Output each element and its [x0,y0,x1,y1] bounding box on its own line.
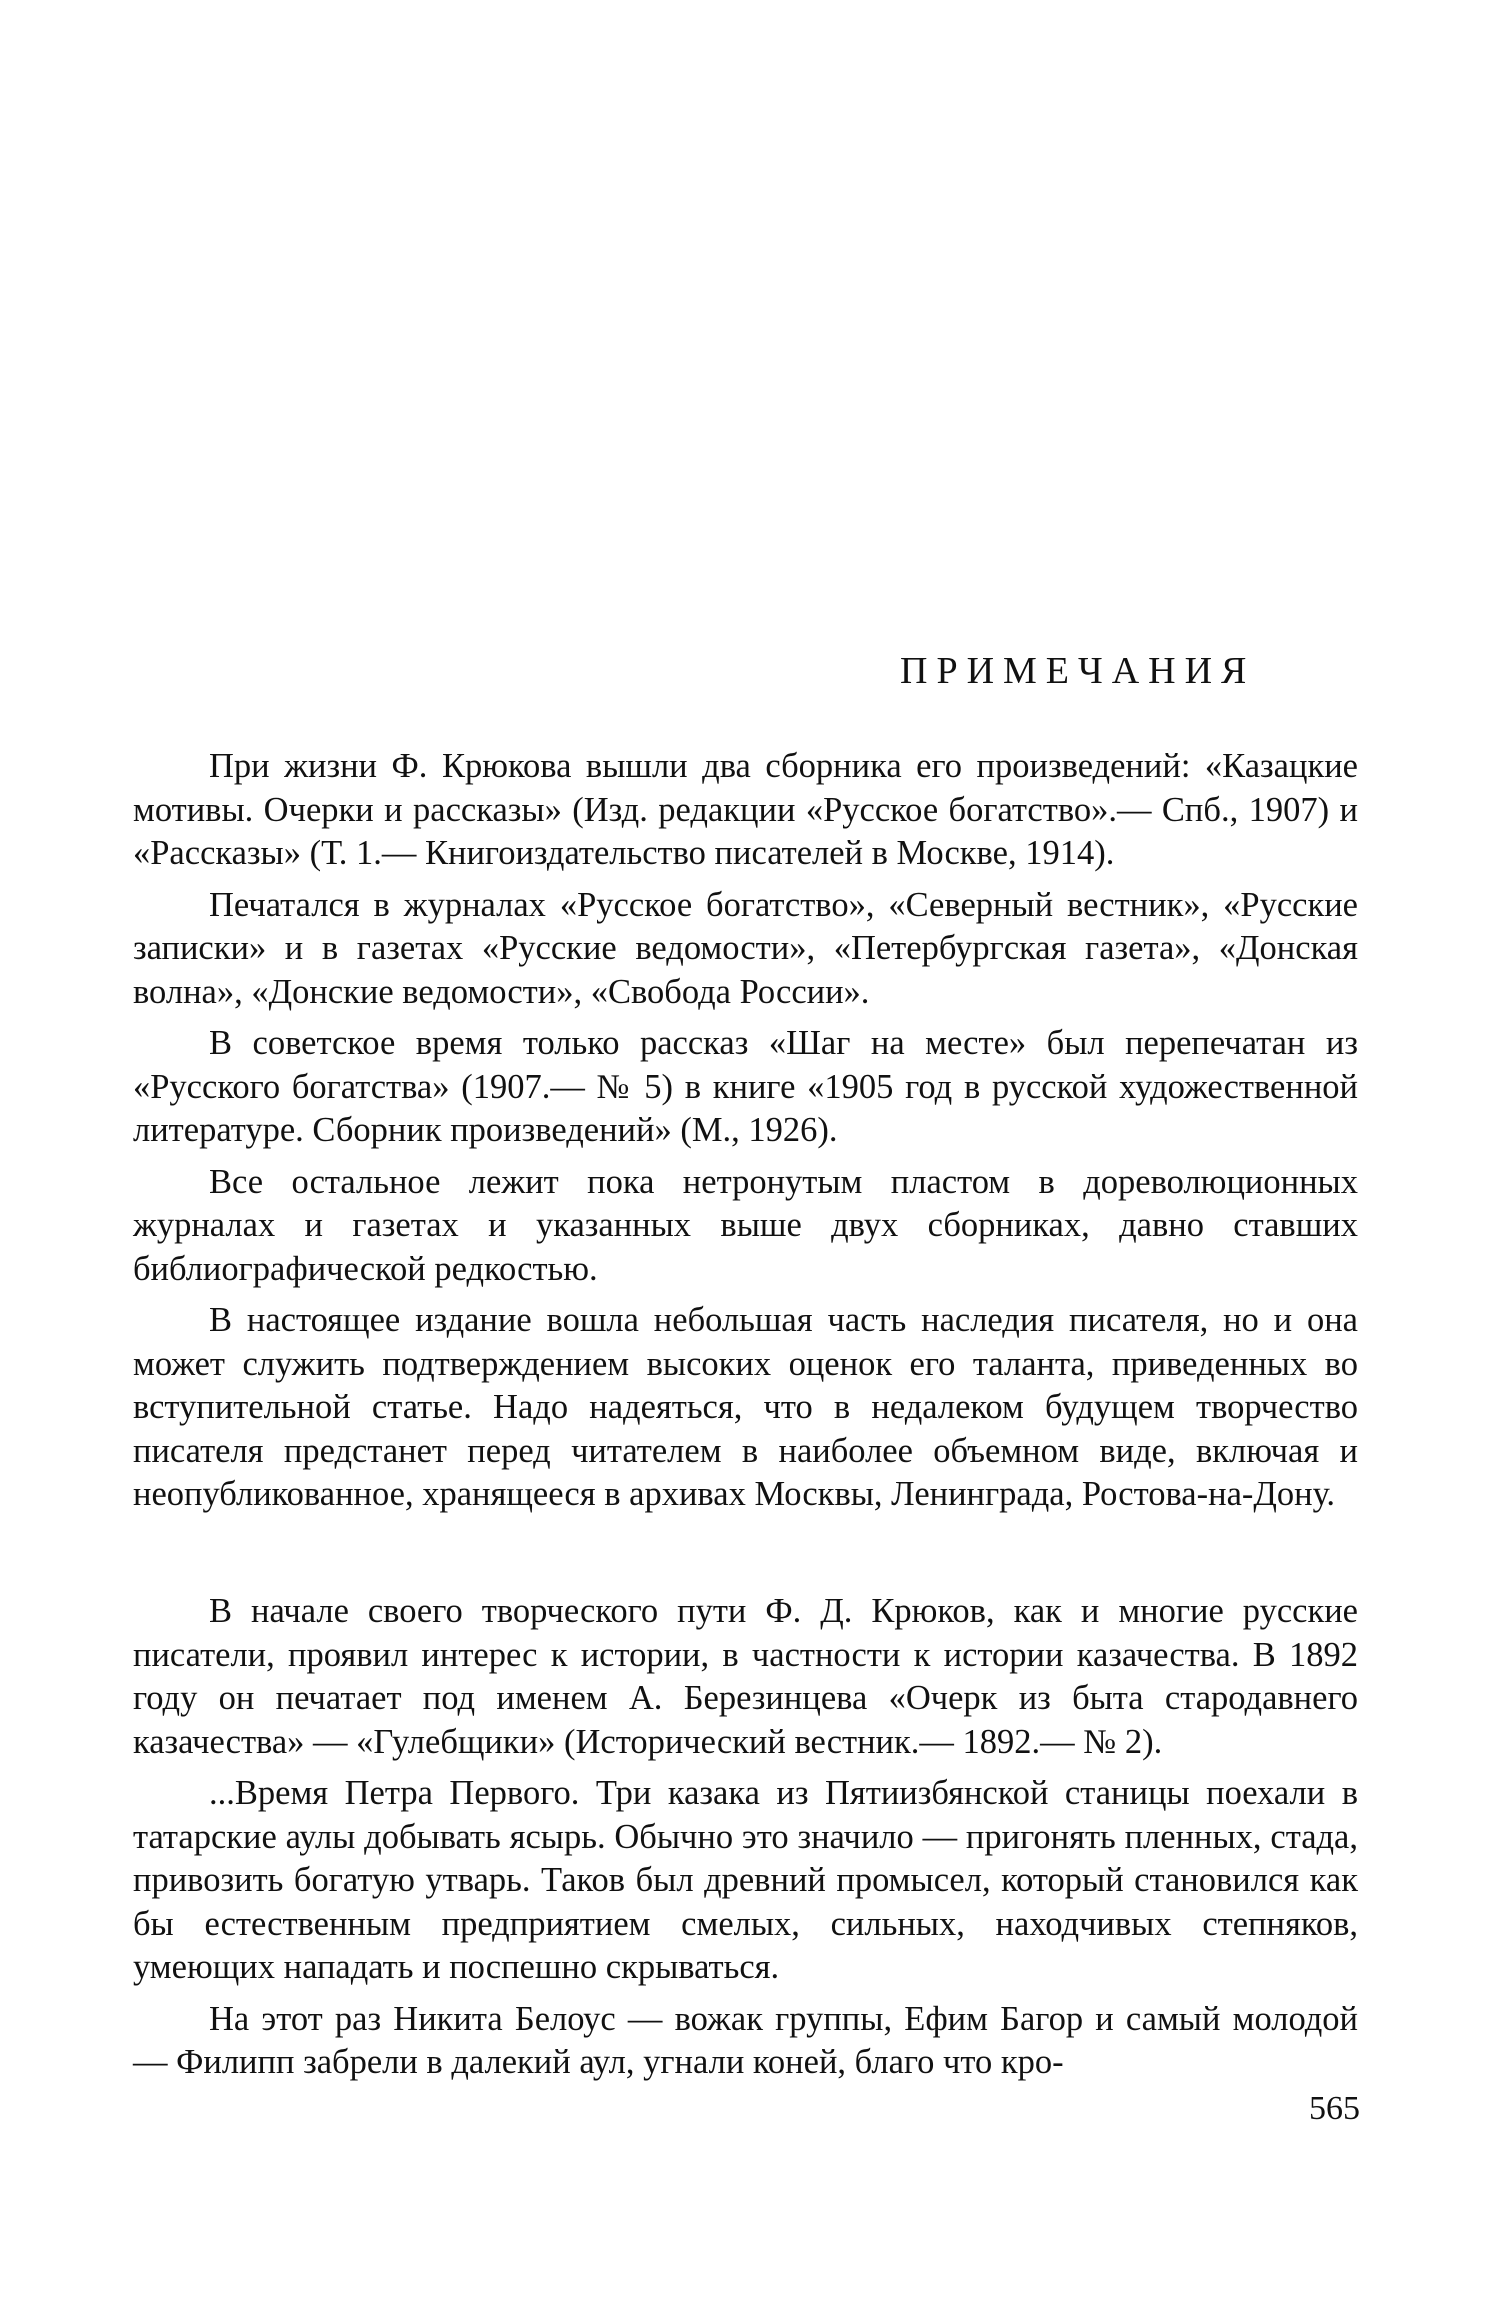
paragraph-this-edition: В настоящее издание вошла небольшая часть наследия писателя, но и она может служить подтверждением высоких оценок его таланта, приведенных во вступительной статье. Надо надеяться, что в недалеком будущем творчество писателя предстанет перед читателем в наиболее объемном виде, включая и неопубликованное, хранящееся в архивах Москвы, Ленинграда, Ростова-на-Дону. [133,1301,1358,1513]
paragraph-periodicals: Печатался в журналах «Русское богатство», «Северный вестник», «Русские записки» и в газетах «Русские ведомости», «Петербургская газета», «Донская волна», «Донские ведомости», «Свобода России». [133,885,1358,1011]
paragraph-collections: При жизни Ф. Крюкова вышли два сборника его произведений: «Казацкие мотивы. Очерки и рассказы» (Изд. редакции «Русское богатство».— Спб., 1907) и «Рассказы» (Т. 1.— Книгоиздательство писателей в Москве, 1914). [133,747,1358,872]
notes-section [133,745,1358,1525]
paragraph-soviet-reprint: В советское время только рассказ «Шаг на месте» был перепечатан из «Русского богатства» (1907.— № 5) в книге «1905 год в русской художественной литературе. Сборник произведений» (М., 1926). [133,1024,1358,1149]
page-number: 565 [1309,2090,1360,2127]
page-title: ПРИМЕЧАНИЯ [900,650,1256,692]
paragraph-untouched-layer: Все остальное лежит пока нетронутым пластом в дореволюционных журналах и газетах и указанных выше двух сборниках, давно ставших библиографической редкостью. [133,1162,1358,1288]
paragraph-peter-era: ...Время Петра Первого. Три казака из Пятиизбянской станицы поехали в татарские аулы добывать ясырь. Обычно это значило — пригонять пленных, стада, привозить богатую утварь. Таков был древний промысел, который становился как бы естественным предприятием смелых, сильных, находчивых степняков, умеющих нападать и поспешно скрываться. [133,1774,1358,1986]
paragraph-nikita-belous: На этот раз Никита Белоус — вожак группы, Ефим Багор и самый молодой — Филипп забрели в далекий аул, угнали коней, благо что кро- [133,1999,1358,2081]
paragraph-early-path: В начале своего творческого пути Ф. Д. Крюков, как и многие русские писатели, проявил интерес к истории, в частности к истории казачества. В 1892 году он печатает под именем А. Березинцева «Очерк из быта стародавнего казачества» — «Гулебщики» (Исторический вестник.— 1892.— № 2). [133,1592,1358,1761]
commentary-section [133,1590,1358,2093]
